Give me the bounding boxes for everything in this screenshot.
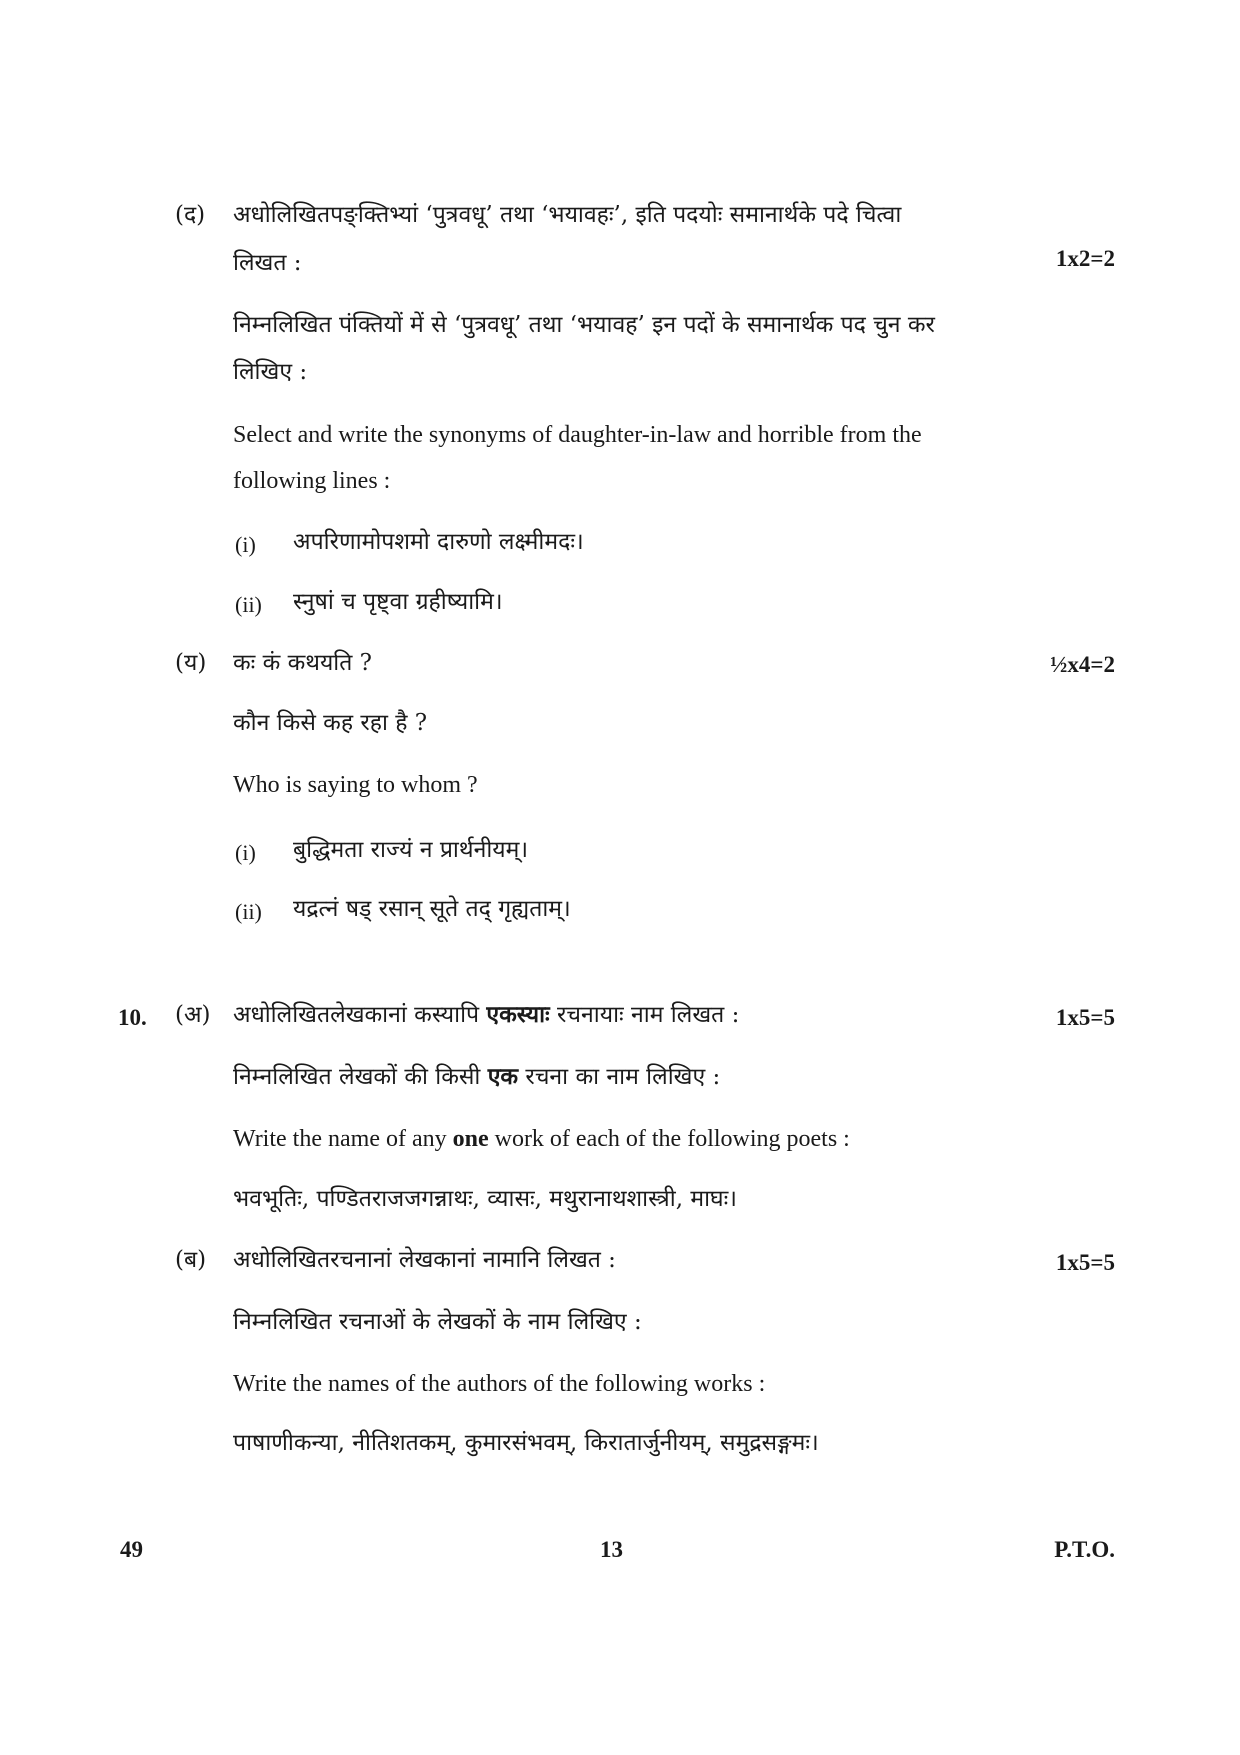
q9d-hindi-line-1: निम्नलिखित पंक्तियों में से ‘पुत्रवधू’ तथा ‘भयावह’ इन पदों के समानार्थक पद चुन कर: [233, 312, 935, 338]
q10b-works-list: पाषाणीकन्या, नीतिशतकम्, कुमारसंभवम्, किरातार्जुनीयम्, समुद्रसङ्गमः।: [233, 1430, 819, 1456]
q9d-hindi-line-2: लिखिए :: [233, 359, 308, 385]
q9y-english: Who is saying to whom ?: [233, 772, 478, 798]
q9d-item-2-text: स्नुषां च पृष्ट्वा ग्रहीष्यामि।: [293, 589, 503, 615]
q10a-english-post: work of each of the following poets :: [494, 1126, 850, 1152]
q9y-hindi: कौन किसे कह रहा है ?: [233, 710, 428, 736]
question-number-10: 10.: [118, 1005, 147, 1030]
q10b-english: Write the names of the authors of the following works :: [233, 1371, 766, 1397]
q9d-sanskrit-line-1: अधोलिखितपङ्क्तिभ्यां ‘पुत्रवधू’ तथा ‘भयावहः’, इति पदयोः समानार्थके पदे चित्वा: [233, 202, 902, 228]
q9y-sanskrit: कः कं कथयति ?: [233, 650, 373, 676]
subquestion-label-y: (य): [175, 650, 207, 676]
q9y-item-1-number: (i): [235, 840, 256, 865]
q9d-item-2-number: (ii): [235, 592, 262, 617]
subquestion-label-b: (ब): [175, 1247, 207, 1273]
q9y-item-2-number: (ii): [235, 899, 262, 924]
footer-paper-code: 49: [120, 1537, 143, 1562]
q10b-hindi: निम्नलिखित रचनाओं के लेखकों के नाम लिखिए :: [233, 1309, 642, 1335]
q10a-hindi-post: रचना का नाम लिखिए :: [525, 1064, 721, 1090]
q9d-item-1-number: (i): [235, 532, 256, 557]
q9y-marks: ½x4=2: [1050, 652, 1115, 677]
q10a-sanskrit-bold: एकस्याः: [486, 1001, 550, 1028]
q9d-marks: 1x2=2: [1055, 246, 1115, 271]
q9d-item-1-text: अपरिणामोपशमो दारुणो लक्ष्मीमदः।: [293, 529, 584, 555]
q9y-item-1-text: बुद्धिमता राज्यं न प्रार्थनीयम्।: [293, 837, 529, 863]
q9d-english-line-1: Select and write the synonyms of daughter-in-law and horrible from the: [233, 422, 922, 448]
q10a-hindi-pre: निम्नलिखित लेखकों की किसी: [233, 1064, 481, 1090]
q10a-sanskrit-post: रचनायाः नाम लिखत :: [557, 1002, 740, 1028]
q10b-marks: 1x5=5: [1055, 1250, 1115, 1275]
footer-pto: P.T.O.: [1054, 1537, 1115, 1562]
footer-page-number: 13: [600, 1537, 623, 1562]
q10a-hindi-bold: एक: [487, 1063, 519, 1090]
q10a-english-pre: Write the name of any: [233, 1126, 447, 1152]
q10a-english: [233, 1124, 850, 1154]
q9d-sanskrit-line-2: लिखत :: [233, 250, 302, 276]
q9d-english-line-2: following lines :: [233, 468, 391, 494]
q10a-hindi: [233, 1062, 720, 1092]
q10a-sanskrit: [233, 1000, 739, 1030]
q10a-english-bold: one: [452, 1126, 489, 1152]
q10a-sanskrit-pre: अधोलिखितलेखकानां कस्यापि: [233, 1002, 480, 1028]
q10a-poets-list: भवभूतिः, पण्डितराजजगन्नाथः, व्यासः, मथुरानाथशास्त्री, माघः।: [233, 1186, 737, 1212]
q9y-item-2-text: यद्रत्नं षड् रसान् सूते तद् गृह्यताम्।: [293, 896, 571, 922]
subquestion-label-d: (द): [175, 202, 206, 228]
q10b-sanskrit: अधोलिखितरचनानां लेखकानां नामानि लिखत :: [233, 1247, 616, 1273]
subquestion-label-a: (अ): [175, 1002, 211, 1028]
q10a-marks: 1x5=5: [1055, 1005, 1115, 1030]
